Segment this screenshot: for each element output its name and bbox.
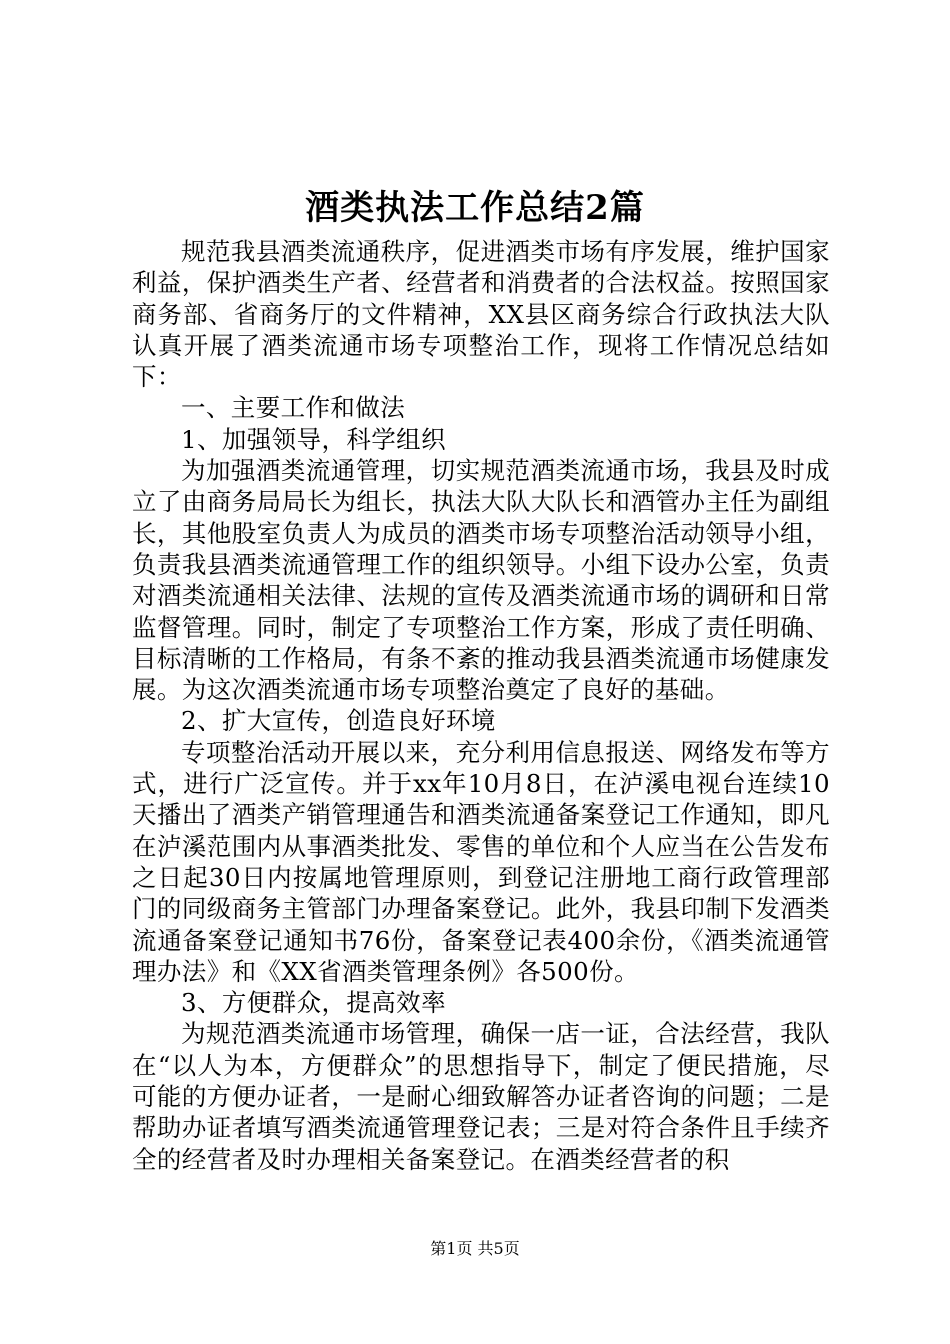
paragraph-leadership: 为加强酒类流通管理，切实规范酒类流通市场，我县及时成立了由商务局局长为组长，执法大队大队长和酒管办主任为副组长，其他股室负责人为成员的酒类市场专项整治活动领导小组，负责我县酒类流通管理工作的组织领导。小组下设办公室，负责对酒类流通相关法律、法规的宣传及酒类流通市场的调研和日常监督管理。同时，制定了专项整治工作方案，形成了责任明确、目标清晰的工作格局，有条不紊的推动我县酒类流通市场健康发展。为这次酒类流通市场专项整治奠定了良好的基础。 [132, 456, 830, 705]
paragraph-publicity: 专项整治活动开展以来，充分利用信息报送、网络发布等方式，进行广泛宣传。并于xx年10月8日，在泸溪电视台连续10天播出了酒类产销管理通告和酒类流通备案登记工作通知，即凡在泸溪范围内从事酒类批发、零售的单位和个人应当在公告发布之日起30日内按属地管理原则，到登记注册地工商行政管理部门的同级商务主管部门办理备案登记。此外，我县印制下发酒类流通备案登记通知书76份，备案登记表400余份，《酒类流通管理办法》和《XX省酒类管理条例》各500份。 [132, 737, 830, 986]
paragraph-intro: 规范我县酒类流通秩序，促进酒类市场有序发展，维护国家利益，保护酒类生产者、经营者和消费者的合法权益。按照国家商务部、省商务厅的文件精神，XX县区商务综合行政执法大队认真开展了酒类流通市场专项整治工作，现将工作情况总结如下： [132, 237, 830, 392]
subheading-leadership: 1、加强领导，科学组织 [181, 424, 446, 454]
paragraph-efficiency: 为规范酒类流通市场管理，确保一店一证，合法经营，我队在“以人为本，方便群众”的思想指导下，制定了便民措施，尽可能的方便办证者，一是耐心细致解答办证者咨询的问题；二是帮助办证者填写酒类流通管理登记表；三是对符合条件且手续齐全的经营者及时办理相关备案登记。在酒类经营者的积 [132, 1019, 830, 1174]
page-number-footer: 第1页 共5页 [430, 1239, 520, 1258]
document-body [132, 236, 830, 1175]
subheading-efficiency: 3、方便群众，提高效率 [181, 988, 446, 1018]
subheading-publicity: 2、扩大宣传，创造良好环境 [181, 706, 496, 736]
document-title: 酒类执法工作总结2篇 [305, 188, 645, 228]
section-heading-main-work: 一、主要工作和做法 [181, 393, 406, 423]
